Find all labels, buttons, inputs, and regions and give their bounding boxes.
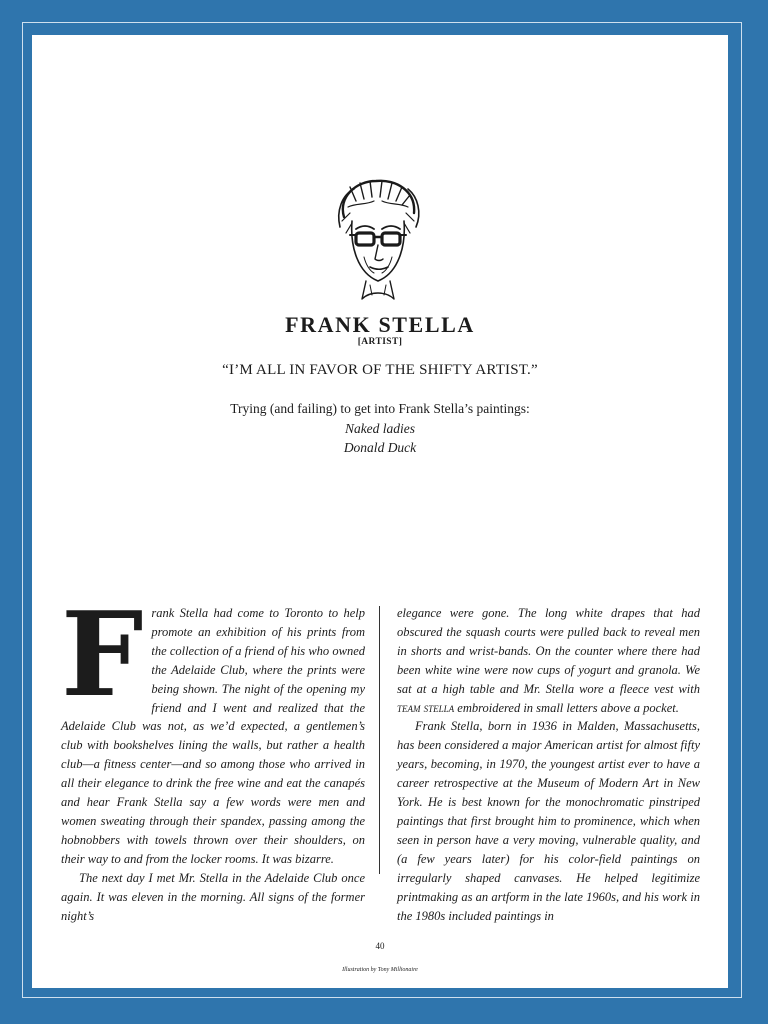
- paragraph-text: elegance were gone. The long white drapes that had obscured the squash courts were pulled back to reveal men in shorts and wrist-bands. On the counter where there had been white wine were now cups of yogurt and granola. We sat at a high table and Mr. Stella wore a fleece vest with: [397, 606, 700, 696]
- paragraph-text: rank Stella had come to Toronto to help promote an exhibition of his prints from the collection of a friend of his who owned the Adelaide Club, where the prints were being shown. The night of the opening my friend and I went and realized that the Adelaide Club was not, as we’d expected, a gentlemen’s club with bookshelves lining the walls, but rather a health club—a fitness center—and so among those who arrived in all their elegance to drink the free wine and eat the canapés and hear Frank Stella say a few words were men and women sweating through their spandex, passing among the hobnobbers with towels thrown over their shoulders, on their way to and from the locker rooms. It was bizarre.: [61, 606, 365, 866]
- article-column-right: [397, 604, 700, 925]
- pull-quote: “I’M ALL IN FAVOR OF THE SHIFTY ARTIST.”: [222, 362, 538, 378]
- column-divider: [379, 606, 380, 874]
- drop-cap: F: [61, 587, 144, 723]
- artist-role: [ARTIST]: [357, 337, 403, 347]
- paragraph: Frank Stella, born in 1936 in Malden, Massachusetts, has been considered a major American artist for almost fifty years, becoming, in 1970, the youngest artist ever to have a career retrospective at the Museum of Modern Art in New York. He is best known for the monochromatic pinstriped paintings that first brought him to prominence, which when seen in person have a very moving, vulnerable quality, and (a few years later) for his color-field paintings on irregularly shaped canvases. He helped legitimize printmaking as an artform in the late 1960s, and his work in the 1980s included paintings in: [397, 719, 700, 923]
- page-number: 40: [375, 941, 385, 951]
- artist-portrait-illustration: [330, 177, 426, 301]
- paragraph: The next day I met Mr. Stella in the Adelaide Club once again. It was eleven in the morning. All signs of the former night’s: [61, 870, 365, 923]
- article-column-left: [61, 587, 365, 925]
- illustration-credit: Illustration by Tony Millionaire: [342, 967, 418, 973]
- paragraph-text: embroidered in small letters above a pocket.: [454, 700, 679, 715]
- vest-text: team stella: [397, 700, 455, 715]
- paragraph: [397, 604, 700, 717]
- list-item: Naked ladies: [344, 421, 416, 436]
- trying-intro: Trying (and failing) to get into Frank Stella’s paintings:: [230, 401, 530, 416]
- artist-name: FRANK STELLA: [285, 312, 475, 337]
- list-item: Donald Duck: [343, 440, 417, 455]
- document-page: [32, 35, 728, 988]
- paragraph: [61, 587, 365, 869]
